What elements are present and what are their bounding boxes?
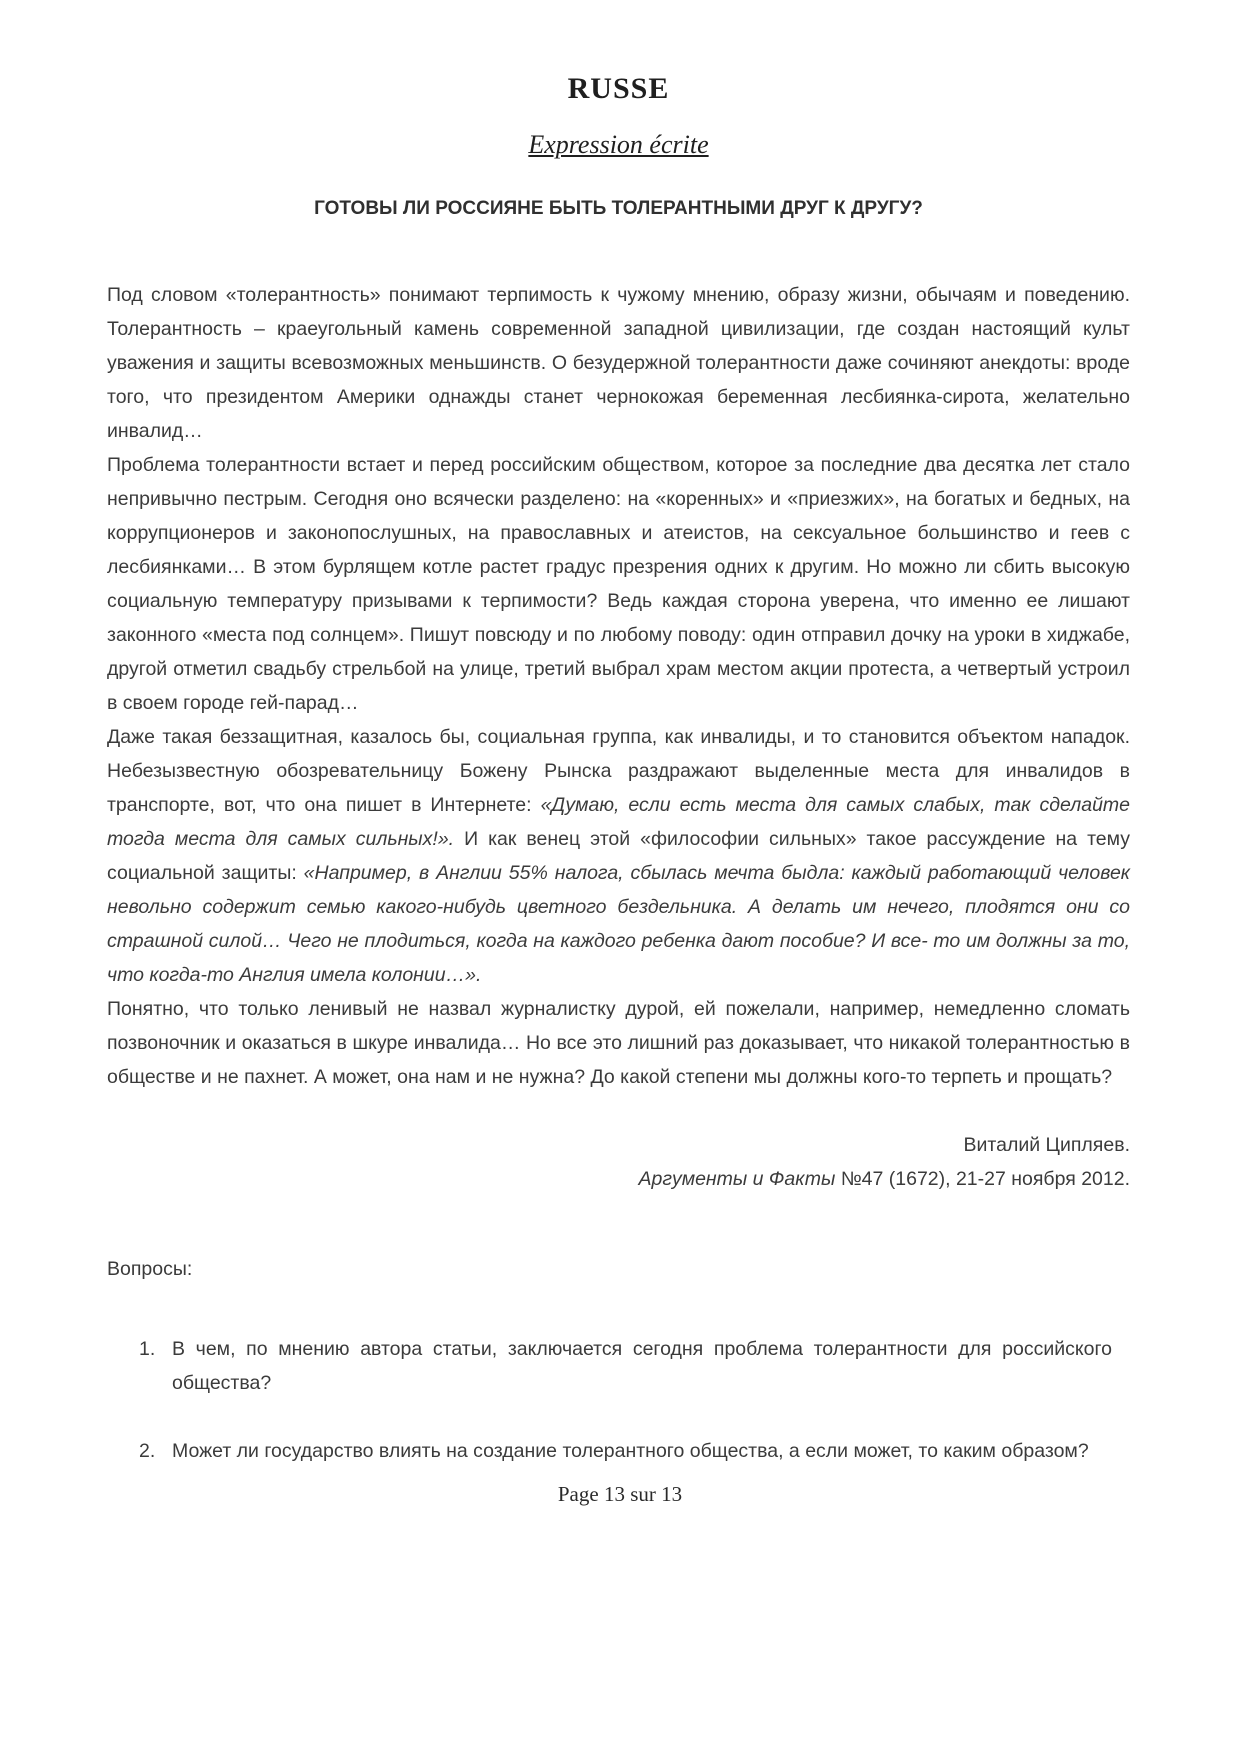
paragraph-1: Под словом «толерантность» понимают терпимость к чужому мнению, образу жизни, обычаям и поведению. Толерантность – краеугольный камень современной западной цивилизации, где создан настоящий культ уважения и защиты всевозможных меньшинств. О безудержной толерантности даже сочиняют анекдоты: вроде того, что президентом Америки однажды станет чернокожая беременная лесбиянка-сирота, желательно инвалид… (107, 284, 1130, 442)
question-item-2 (107, 1434, 1130, 1468)
article-heading: ГОТОВЫ ЛИ РОССИЯНЕ БЫТЬ ТОЛЕРАНТНЫМИ ДРУГ К ДРУГУ? (314, 198, 923, 219)
source-line: Аргументы и Факты №47 (1672), 21-27 ноября 2012. (638, 1168, 1130, 1190)
paragraph-4: Понятно, что только ленивый не назвал журналистку дурой, ей пожелали, например, немедленно сломать позвоночник и оказаться в шкуре инвалида… Но все это лишний раз доказывает, что никакой толерантностью в обществе и не пахнет. А может, она нам и не нужна? До какой степени мы должны кого-то терпеть и прощать? (107, 998, 1130, 1088)
attribution-block (107, 1128, 1130, 1196)
question-number: 1. (139, 1338, 156, 1360)
question-number: 2. (139, 1440, 156, 1462)
paragraph-3: Даже такая беззащитная, казалось бы, социальная группа, как инвалиды, и то становится объектом нападок. Небезызвестную обозревательницу Божену Рынска раздражают выделенные места для инвалидов в транспорте, вот, что она пишет в Интернете: «Думаю, если есть места для самых слабых, так сделайте тогда места для самых сильных!». И как венец этой «философии сильных» такое рассуждение на тему социальной защиты: «Например, в Англии 55% налога, сбылась мечта быдла: каждый работающий человек невольно содержит семью какого-нибудь цветного бездельника. А делать им нечего, плодятся они со страшной силой… Чего не плодиться, когда на каждого ребенка дают пособие? И все- то им должны за то, что когда-то Англия имела колонии…». (107, 726, 1131, 986)
paragraph-2: Проблема толерантности встает и перед российским обществом, которое за последние два десятка лет стало непривычно пестрым. Сегодня оно всячески разделено: на «коренных» и «приезжих», на богатых и бедных, на коррупционеров и законопослушных, на православных и атеистов, на сексуальное большинство и геев с лесбиянками… В этом бурлящем котле растет градус презрения одних к другим. Но можно ли сбить высокую социальную температуру призывами к терпимости? Ведь каждая сторона уверена, что именно ее лишают законного «места под солнцем». Пишут повсюду и по любому поводу: один отправил дочку на уроки в хиджабе, другой отметил свадьбу стрельбой на улице, третий выбрал храм местом акции протеста, а четвертый устроил в своем городе гей-парад… (107, 454, 1130, 714)
questions-list (107, 1332, 1130, 1468)
question-text: Может ли государство влиять на создание толерантного общества, а если может, то каким образом? (172, 1440, 1089, 1462)
article-body (107, 278, 1130, 1094)
question-item-1 (107, 1332, 1130, 1400)
question-text: В чем, по мнению автора статьи, заключается сегодня проблема толерантности для российского общества? (172, 1338, 1112, 1394)
questions-label: Вопросы: (107, 1258, 193, 1280)
byline: Виталий Ципляев. (963, 1134, 1130, 1156)
page-number: Page 13 sur 13 (557, 1482, 683, 1506)
doc-subtitle: Expression écrite (528, 130, 709, 159)
doc-title: RUSSE (567, 72, 670, 105)
